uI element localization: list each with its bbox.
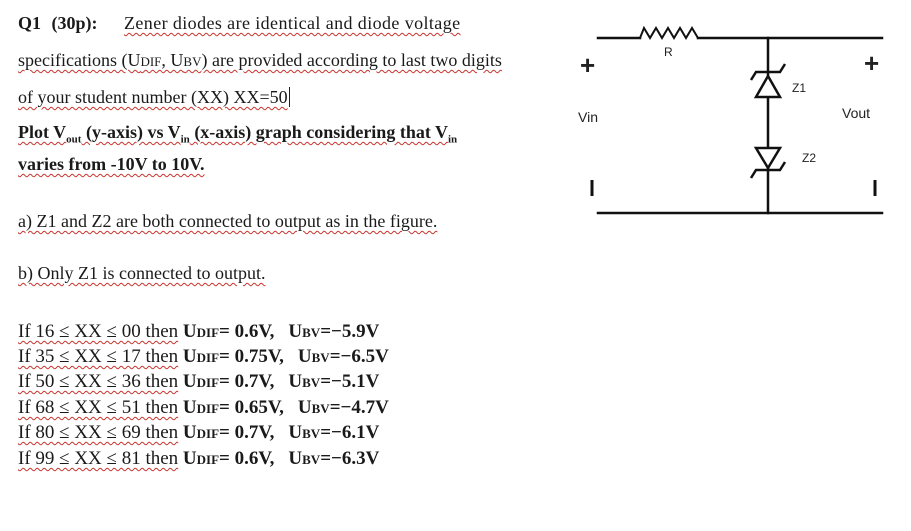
question-points: (30p): bbox=[51, 13, 98, 33]
question-line-1: Zener diodes are identical and diode voltage bbox=[124, 13, 461, 33]
question-line-3: of your student number (XX) XX=50 bbox=[18, 86, 294, 108]
question-line-2: specifications (UDIF, UBV) are provided according to last two digits bbox=[18, 50, 502, 70]
part-b: b) Only Z1 is connected to output. bbox=[18, 263, 266, 283]
condition-row: If 16 ≤ XX ≤ 00 then UDIF= 0.6V, UBV=−5.9V bbox=[18, 321, 380, 342]
circuit-diagram bbox=[570, 0, 911, 531]
z2-label: Z2 bbox=[802, 151, 817, 165]
condition-row: If 99 ≤ XX ≤ 81 then UDIF= 0.6V, UBV=−6.3V bbox=[18, 448, 380, 469]
question-label: Q1 bbox=[18, 13, 42, 33]
vout-label: Vout bbox=[842, 105, 871, 121]
plot-instruction: Plot $V_{out}$ (y-axis) vs $V_{in}$ (x-axis) graph considering that $V_{in}$ bbox=[18, 122, 458, 146]
z1-label: Z1 bbox=[792, 81, 807, 95]
part-a: a) Z1 and Z2 are both connected to output as in the figure. bbox=[18, 211, 438, 231]
question-header bbox=[18, 12, 460, 34]
condition-row: If 80 ≤ XX ≤ 69 then UDIF= 0.7V, UBV=−6.1V bbox=[18, 422, 380, 443]
condition-row: If 68 ≤ XX ≤ 51 then UDIF= 0.65V, UBV=−4.7V bbox=[18, 397, 389, 418]
condition-row: If 35 ≤ XX ≤ 17 then UDIF= 0.75V, UBV=−6.5V bbox=[18, 346, 389, 367]
resistor-symbol bbox=[640, 28, 698, 38]
varies-range: varies from -10V to 10V. bbox=[18, 154, 205, 174]
vout-plus-sign: + bbox=[864, 48, 880, 78]
vin-plus-sign: + bbox=[580, 50, 596, 80]
resistor-label: R bbox=[664, 45, 673, 59]
condition-row: If 50 ≤ XX ≤ 36 then UDIF= 0.7V, UBV=−5.1V bbox=[18, 371, 380, 392]
vin-label: Vin bbox=[578, 109, 598, 125]
